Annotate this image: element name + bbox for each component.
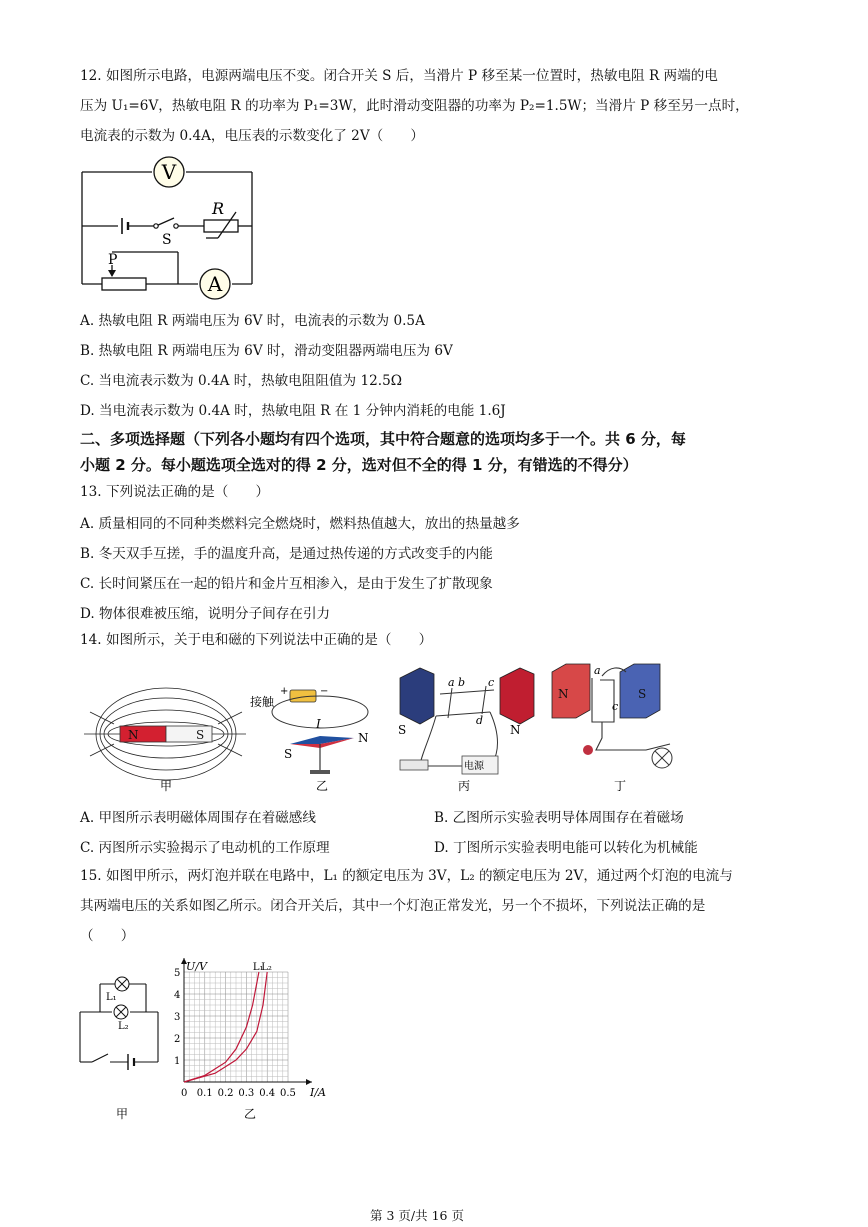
current-label: I <box>316 717 321 731</box>
magnet-n-label: N <box>128 728 139 742</box>
q12-option-a: A. 热敏电阻 R 两端电压为 6V 时，电流表的示数为 0.5A <box>80 313 425 329</box>
slider-arrow-icon <box>108 270 116 277</box>
plus-label: + <box>280 686 289 697</box>
y-tick-label: 1 <box>174 1056 181 1067</box>
rail-a-label: a <box>448 676 455 689</box>
magnet-s-label: S <box>196 728 205 742</box>
y-axis-label: U/V <box>186 960 207 973</box>
q14-figure-bing <box>390 658 550 794</box>
q14-option-c: C. 丙图所示实验揭示了电动机的工作原理 <box>80 840 330 856</box>
fig-yi-caption-q15: 乙 <box>244 1107 257 1121</box>
q12-option-b: B. 热敏电阻 R 两端电压为 6V 时，滑动变阻器两端电压为 6V <box>80 343 453 359</box>
coil-a-label: a <box>594 664 601 677</box>
fig-bing-caption: 丙 <box>458 779 471 793</box>
q14-stem: 14. 如图所示，关于电和磁的下列说法中正确的是（ ） <box>80 632 433 648</box>
series-label-2: L₂ <box>261 962 272 973</box>
bing-n-label: N <box>510 723 521 737</box>
q15-stem-line3: （ ） <box>80 928 135 944</box>
switch-label: S <box>162 232 172 248</box>
y-tick-label: 3 <box>174 1012 181 1023</box>
page-footer: 第 3 页/共 16 页 <box>370 1208 464 1223</box>
x-tick-label: 0.5 <box>280 1088 296 1099</box>
fig-yi-caption: 乙 <box>316 779 329 793</box>
y-tick-label: 4 <box>174 990 181 1001</box>
rail-d-label: d <box>476 714 484 727</box>
x-tick-label: 0.3 <box>238 1088 255 1099</box>
q13-option-a: A. 质量相同的不同种类燃料完全燃烧时，燃料热值越大，放出的热量越多 <box>80 516 520 532</box>
contact-label: 接触 <box>250 695 275 709</box>
fig-jia-caption: 甲 <box>160 779 173 793</box>
x-tick-label: 0.2 <box>217 1088 234 1099</box>
q15-ui-chart <box>168 950 338 1122</box>
q13-stem: 13. 下列说法正确的是（ ） <box>80 484 270 500</box>
q12-circuit-diagram <box>76 152 266 302</box>
q14-option-d: D. 丁图所示实验表明电能可以转化为机械能 <box>434 840 698 856</box>
ding-s-label: S <box>638 687 647 701</box>
rail-c-label: c <box>488 676 495 689</box>
bing-s-label: S <box>398 723 407 737</box>
q13-option-c: C. 长时间紧压在一起的铅片和金片互相渗入，是由于发生了扩散现象 <box>80 576 493 592</box>
section2-header-line2: 小题 2 分。每小题选项全选对的得 2 分，选对但不全的得 1 分，有错选的不得分） <box>80 456 638 474</box>
y-tick-label: 2 <box>174 1034 181 1045</box>
needle-n-label: N <box>358 731 369 745</box>
q14-option-b: B. 乙图所示实验表明导体周围存在着磁场 <box>434 810 684 826</box>
q14-figure-jia <box>80 682 250 794</box>
lamp-l2-label: L₂ <box>118 1021 129 1032</box>
x-axis-label: I/A <box>310 1086 326 1099</box>
minus-label: − <box>320 686 329 697</box>
q13-option-b: B. 冬天双手互搓，手的温度升高，是通过热传递的方式改变手的内能 <box>80 546 493 562</box>
lamp-l1-label: L₁ <box>106 992 117 1003</box>
q14-figure-yi <box>250 682 380 794</box>
x-axis-arrow-icon <box>306 1079 312 1085</box>
voltmeter-label: V <box>161 160 177 184</box>
section2-header-line1: 二、多项选择题（下列各小题均有四个选项，其中符合题意的选项均多于一个。共 6 分，每 <box>80 430 686 448</box>
q15-stem-line2: 其两端电压的关系如图乙所示。闭合开关后，其中一个灯泡正常发光，另一个不损坏，下列说法正确的是 <box>80 898 706 914</box>
slider-label: P <box>108 252 118 268</box>
q14-option-a: A. 甲图所示表明磁体周围存在着磁感线 <box>80 810 316 826</box>
x-tick-label: 0 <box>181 1088 188 1099</box>
rail-b-label: b <box>458 676 466 689</box>
q12-stem-line1: 12. 如图所示电路，电源两端电压不变。闭合开关 S 后，当滑片 P 移至某一位置时，热敏电阻 R 两端的电 <box>80 68 718 84</box>
q15-stem-line1: 15. 如图甲所示，两灯泡并联在电路中，L₁ 的额定电压为 3V，L₂ 的额定电压为 2V，通过两个灯泡的电流与 <box>80 868 733 884</box>
power-supply-label: 电源 <box>464 761 484 772</box>
q15-circuit-jia <box>76 972 168 1122</box>
chart-grid <box>184 972 288 1082</box>
fig-ding-caption: 丁 <box>614 779 627 793</box>
fig-jia-caption-q15: 甲 <box>116 1107 129 1121</box>
switch-icon <box>400 760 428 770</box>
q12-stem-line2: 压为 U₁=6V，热敏电阻 R 的功率为 P₁=3W，此时滑动变阻器的功率为 P₂=1.5W；当滑片 P 移至另一点时， <box>80 98 749 114</box>
q12-option-d: D. 当电流表示数为 0.4A 时，热敏电阻 R 在 1 分钟内消耗的电能 1.6J <box>80 403 506 419</box>
q12-option-c: C. 当电流表示数为 0.4A 时，热敏电阻阻值为 12.5Ω <box>80 373 402 389</box>
y-tick-label: 5 <box>174 968 181 979</box>
x-tick-label: 0.1 <box>196 1088 213 1099</box>
series-label-1: L₁ <box>252 962 264 973</box>
coil-c-label: c <box>612 700 619 713</box>
resistor-label: R <box>212 199 225 218</box>
needle-s-label: S <box>284 747 293 761</box>
q12-stem-line3: 电流表的示数为 0.4A，电压表的示数变化了 2V（ ） <box>80 128 425 144</box>
q13-option-d: D. 物体很难被压缩，说明分子间存在引力 <box>80 606 331 622</box>
ammeter-label: A <box>207 272 223 296</box>
q14-figure-ding <box>550 658 690 794</box>
ding-n-label: N <box>558 687 569 701</box>
x-tick-label: 0.4 <box>259 1088 276 1099</box>
